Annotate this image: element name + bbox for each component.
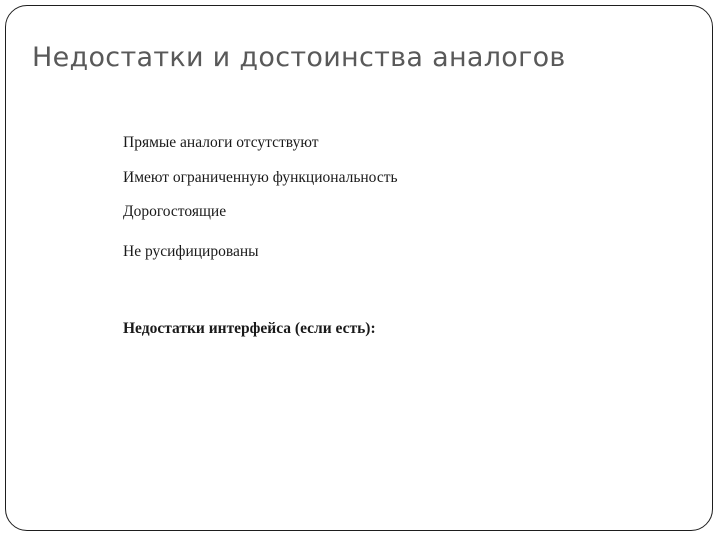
list-item: Дорогостоящие: [123, 203, 227, 220]
list-item: Прямые аналоги отсутствуют: [123, 134, 319, 151]
slide-title: Недостатки и достоинства аналогов: [32, 42, 566, 73]
interface-drawbacks-heading: Недостатки интерфейса (если есть):: [123, 320, 376, 337]
list-item: Не русифицированы: [123, 243, 259, 260]
list-item: Имеют ограниченную функциональность: [123, 169, 398, 186]
slide-frame: [5, 5, 713, 531]
